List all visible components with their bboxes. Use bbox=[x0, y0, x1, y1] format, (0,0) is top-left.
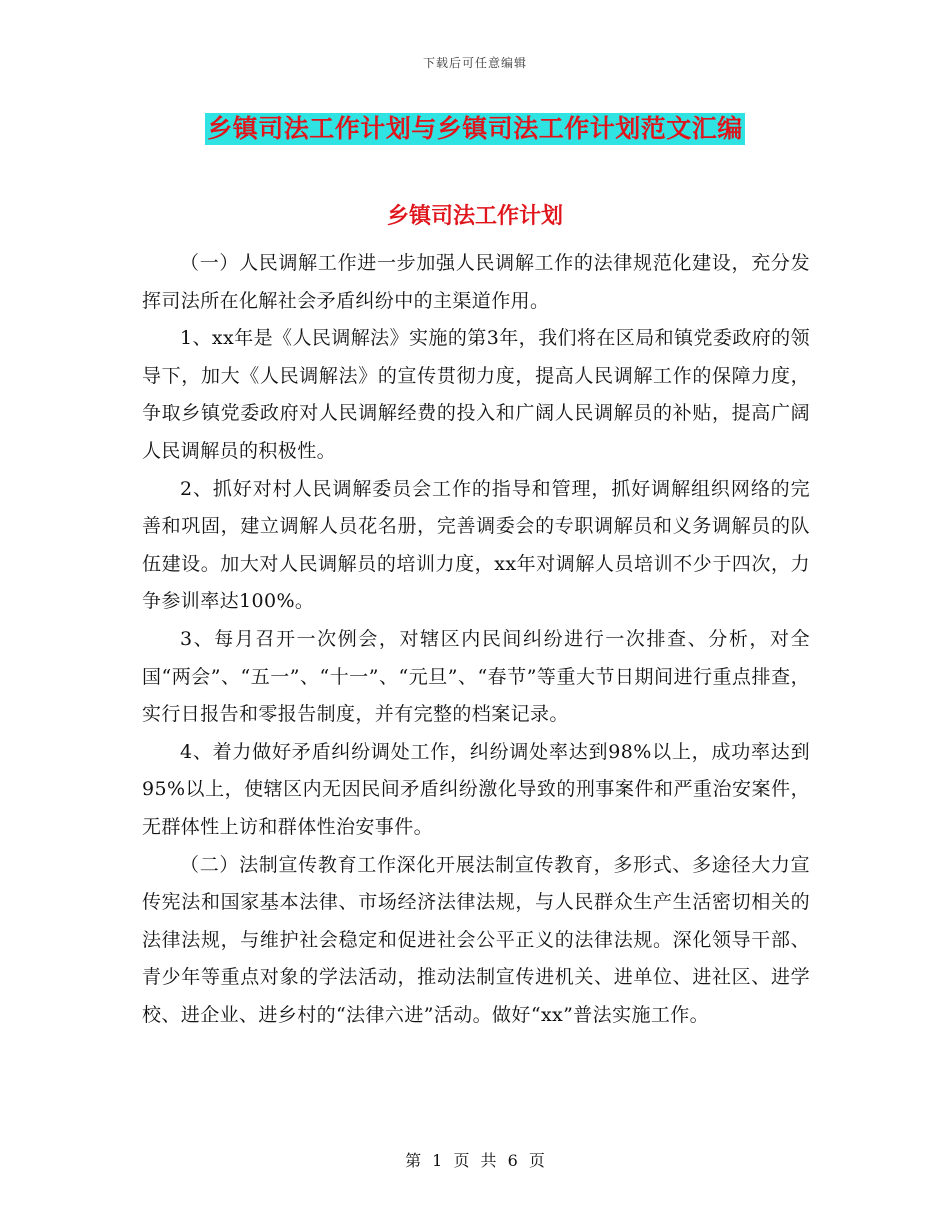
document-title-container bbox=[0, 113, 950, 145]
paragraph-5: 4、着力做好矛盾纠纷调处工作，纠纷调处率达到98%以上，成功率达到95%以上，使辖区内无因民间矛盾纠纷激化导致的刑事案件和严重治安案件，无群体性上访和群体性治安事件。 bbox=[142, 740, 810, 838]
paragraph-2: 1、xx年是《人民调解法》实施的第3年，我们将在区局和镇党委政府的领导下，加大《人民调解法》的宣传贯彻力度，提高人民调解工作的保障力度，争取乡镇党委政府对人民调解经费的投入和广阔人民调解员的补贴，提高广阔人民调解员的积极性。 bbox=[142, 327, 810, 462]
header-note: 下载后可任意编辑 bbox=[422, 56, 527, 70]
document-title: 乡镇司法工作计划与乡镇司法工作计划范文汇编 bbox=[207, 114, 743, 143]
paragraph-3: 2、抓好对村人民调解委员会工作的指导和管理，抓好调解组织网络的完善和巩固，建立调解人员花名册，完善调委会的专职调解员和义务调解员的队伍建设。加大对人民调解员的培训力度，xx年对调解人员培训不少于四次，力争参训率达100%。 bbox=[142, 477, 810, 613]
paragraph-1: （一）人民调解工作进一步加强人民调解工作的法律规范化建设，充分发挥司法所在化解社会矛盾纠纷中的主渠道作用。 bbox=[142, 252, 810, 312]
paragraph-4: 3、每月召开一次例会，对辖区内民间纠纷进行一次排查、分析，对全国“两会”、“五一”、“十一”、“元旦”、“春节”等重大节日期间进行重点排查，实行日报告和零报告制度，并有完整的档案记录。 bbox=[142, 627, 810, 726]
paragraph-6: （二）法制宣传教育工作深化开展法制宣传教育，多形式、多途径大力宣传宪法和国家基本法律、市场经济法律法规，与人民群众生产生活密切相关的法律法规，与维护社会稳定和促进社会公平正义的法律法规。深化领导干部、青少年等重点对象的学法活动，推动法制宣传进机关、进单位、进社区、进学校、进企业、进乡村的“法律六进”活动。做好“xx”普法实施工作。 bbox=[142, 853, 810, 1026]
document-body bbox=[142, 245, 810, 1034]
page-footer: 第 1 页 共 6 页 bbox=[405, 1151, 545, 1170]
section-title: 乡镇司法工作计划 bbox=[386, 203, 563, 229]
